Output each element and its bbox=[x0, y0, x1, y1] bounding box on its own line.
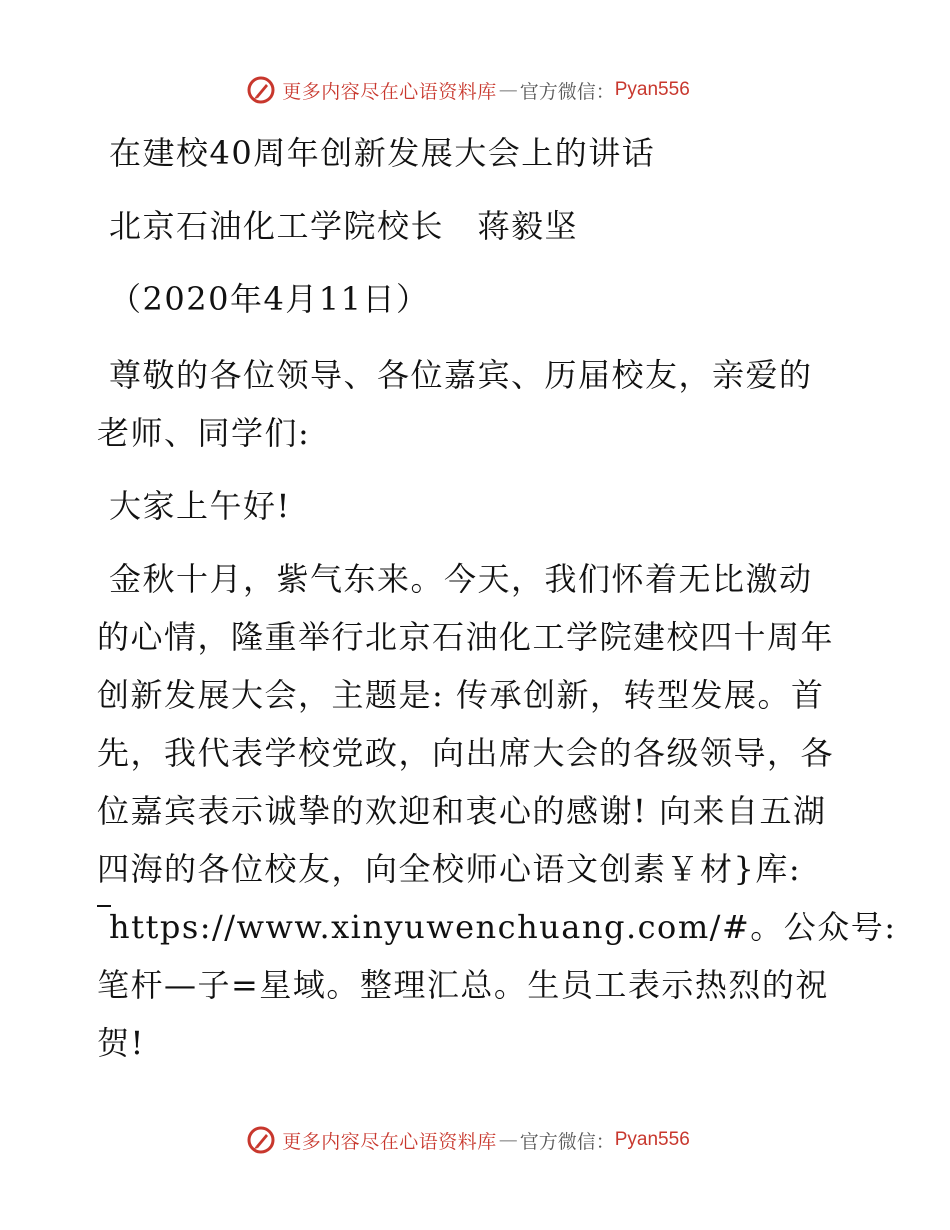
paragraph-line: 四海的各位校友，向全校师心语文创素￥材}库: bbox=[97, 850, 802, 888]
watermark-footer bbox=[0, 1120, 950, 1160]
stray-mark bbox=[97, 905, 111, 907]
paragraph-line: 创新发展大会，主题是: 传承创新，转型发展。首 bbox=[97, 676, 825, 714]
watermark-dash: — bbox=[498, 1129, 518, 1151]
watermark-wechat-label: 官方微信： bbox=[519, 80, 615, 103]
paragraph-line: 贺! bbox=[97, 1024, 145, 1062]
paragraph-line: 的心情，隆重举行北京石油化工学院建校四十周年 bbox=[97, 618, 835, 656]
paragraph-line: 笔杆—子=星域。整理汇总。生员工表示热烈的祝 bbox=[97, 966, 829, 1004]
paragraph-line: https://www.xinyuwenchuang.com/#。公众号: bbox=[109, 908, 897, 946]
watermark-text: 更多内容尽在心语资料库 bbox=[282, 1130, 497, 1153]
document-title: 在建校40周年创新发展大会上的讲话 bbox=[109, 134, 656, 172]
paragraph-line: 先，我代表学校党政，向出席大会的各级领导，各 bbox=[97, 734, 835, 772]
paragraph-line: 尊敬的各位领导、各位嘉宾、历届校友，亲爱的 bbox=[109, 356, 813, 394]
paragraph-line: 老师、同学们: bbox=[97, 414, 311, 452]
pen-logo-icon bbox=[246, 1125, 276, 1155]
pen-logo-icon bbox=[246, 75, 276, 105]
body-paragraph bbox=[97, 550, 897, 1072]
watermark-header bbox=[0, 70, 950, 110]
document-date: （2020年4月11日） bbox=[109, 280, 430, 318]
watermark-wechat-label: 官方微信： bbox=[519, 1130, 615, 1153]
paragraph-line: 位嘉宾表示诚挚的欢迎和衷心的感谢! 向来自五湖 bbox=[97, 792, 827, 830]
watermark-wechat-id: Pyan556 bbox=[614, 1129, 690, 1150]
watermark-text: 更多内容尽在心语资料库 bbox=[282, 80, 497, 103]
document-body bbox=[97, 124, 897, 1072]
greeting: 大家上午好! bbox=[109, 487, 291, 525]
paragraph-line: 金秋十月，紫气东来。今天，我们怀着无比激动 bbox=[109, 560, 813, 598]
watermark-wechat-id: Pyan556 bbox=[614, 79, 690, 100]
salutation-paragraph bbox=[97, 346, 857, 462]
document-author: 北京石油化工学院校长 蒋毅坚 bbox=[109, 207, 579, 245]
watermark-dash: — bbox=[498, 79, 518, 101]
